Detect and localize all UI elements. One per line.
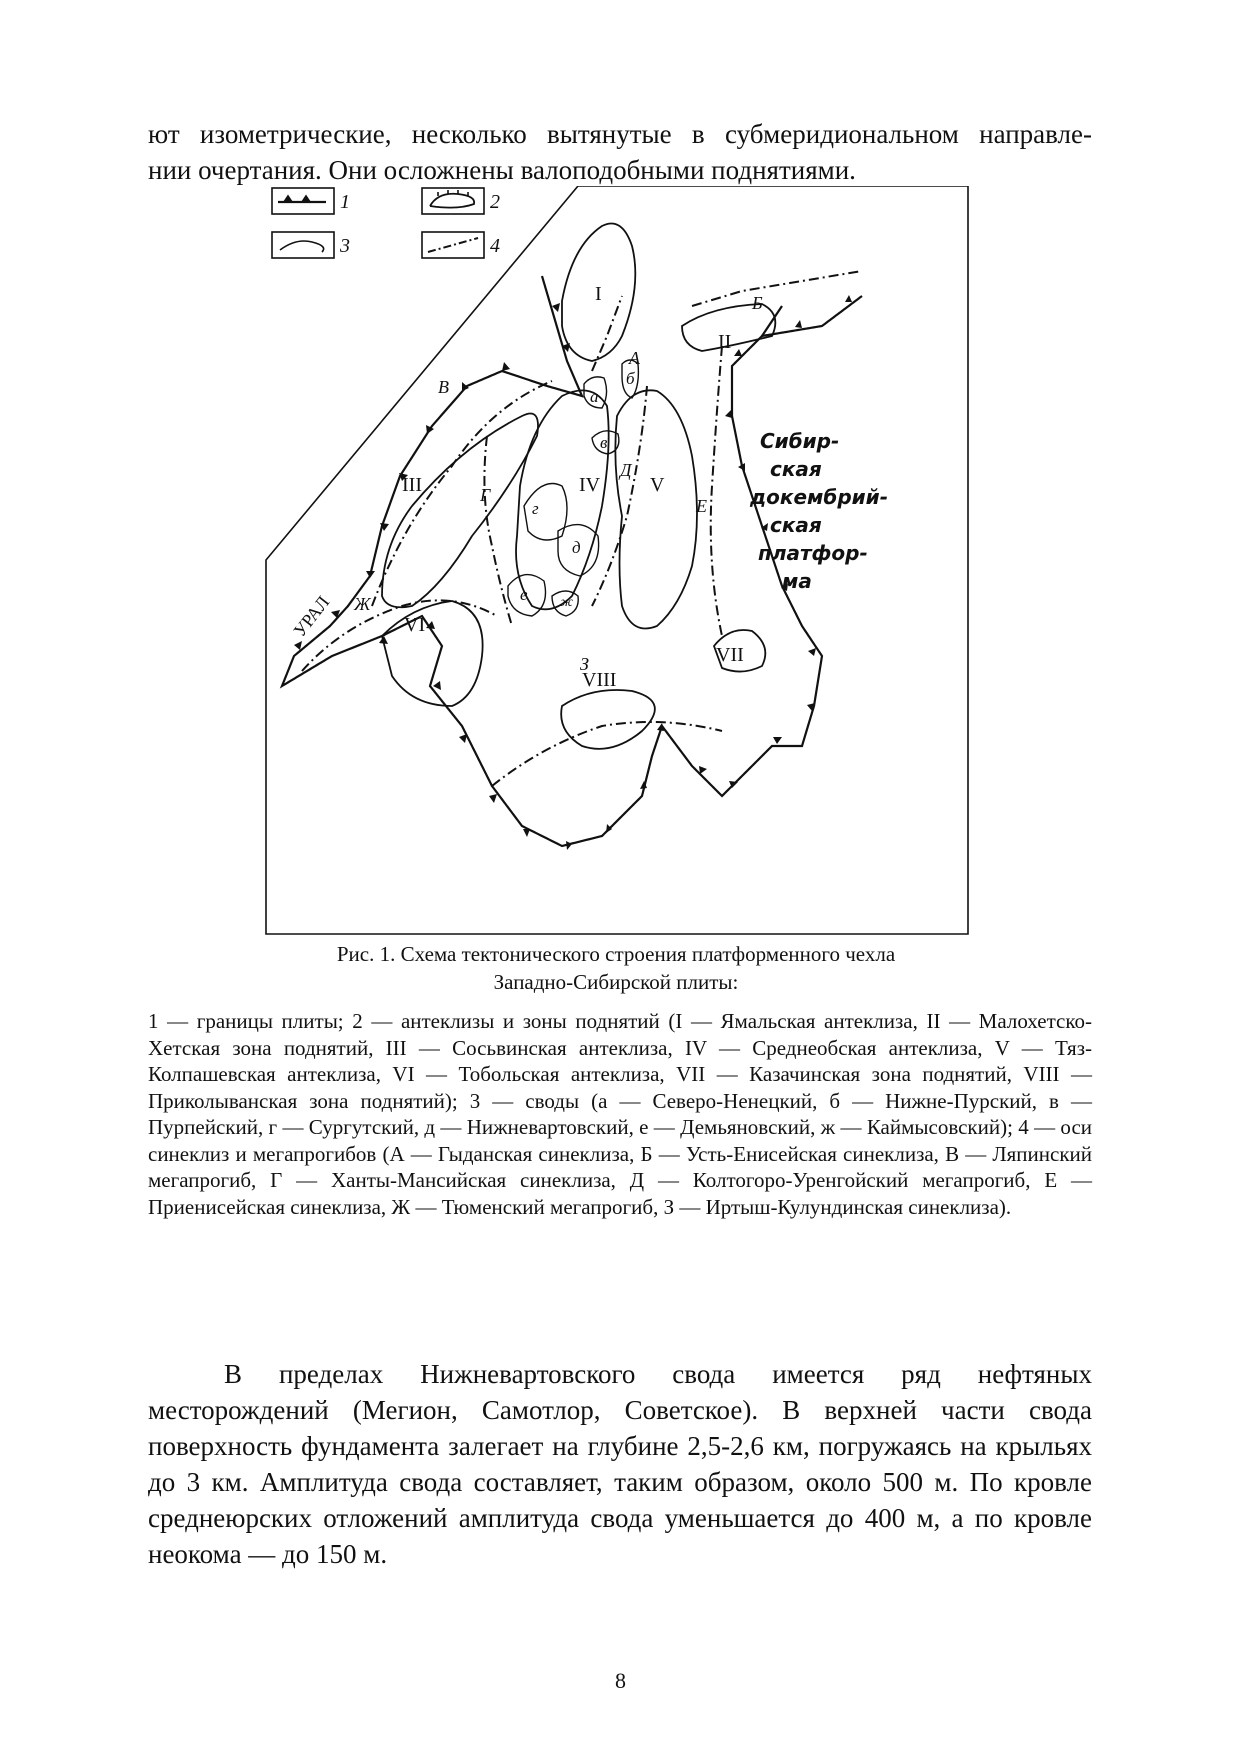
label-axis-E: Е [696,496,707,516]
legend-key-3: 3 [340,235,350,257]
page-number: 8 [615,1668,626,1693]
intro-line-1: ют изометрические, несколько вытянутые в субмеридиональном направле- [148,119,1092,149]
label-region-VI: VI [404,614,426,636]
label-siberian-platform [749,429,888,593]
boundary-ticks [294,295,852,850]
tectonic-map-figure [262,186,972,936]
platform-line-3: докембрий- [750,485,888,509]
figure-legend-text: 1 — границы плиты; 2 — антеклизы и зоны поднятий (I — Ямальская антеклиза, II — Малохетско-Хетская зона поднятий, III — Сосьвинская антеклиза, IV — Среднеобская антеклиза, V — Тяз-Колпашевская антеклиза, VI — Тобольская антеклиза, VII — Казачинская зона поднятий, VIII — Приколыванская зона поднятий); 3 — своды (а — Северо-Ненецкий, б — Нижне-Пурский, в — Пурпейский, г — Сургутский, д — Нижневартовский, е — Демьяновский, ж — Каймысовский); 4 — оси синеклиз и мегапрогибов (А — Гыданская синеклиза, Б — Усть-Енисейская синеклиза, В — Ляпинский мегапрогиб, Г — Ханты-Мансийская синеклиза, Д — Колтогоро-Уренгойский мегапрогиб, Е — Приенисейская синеклиза, Ж — Тюменский мегапрогиб, З — Иртыш-Кулундинская синеклиза). [148,1009,1092,1219]
intro-line-2: нии очертания. Они осложнены валоподобными поднятиями. [148,155,856,185]
label-region-I: I [595,283,602,305]
label-axis-V: В [438,377,449,397]
legend-key-2: 2 [490,191,500,213]
label-dome-b: б [626,369,635,388]
platform-line-4: ская [770,513,822,537]
label-ural: УРАЛ [289,592,334,641]
label-axis-Z: З [580,654,589,674]
label-region-V: V [650,474,665,496]
label-axis-G: Г [480,485,491,505]
label-dome-v: в [600,433,608,452]
label-dome-d: д [572,538,581,557]
intro-paragraph [148,116,1092,188]
label-region-IV: IV [579,474,601,496]
label-axis-Zh: Ж [354,594,371,614]
label-axis-A: А [629,348,640,368]
label-dome-e: е [520,585,528,604]
label-dome-a: а [590,387,599,406]
legend-key-1: 1 [340,191,350,213]
label-axis-D: Д [620,460,632,480]
caption-line-1: Рис. 1. Схема тектонического строения платформенного чехла [336,942,896,966]
platform-line-6: ма [782,569,812,593]
label-region-VIII: VIII [582,669,617,691]
label-dome-zh: ж [560,595,574,610]
dome-regions [508,360,638,616]
label-axis-B: Б [752,293,763,313]
label-region-VII: VII [716,644,744,666]
platform-line-1: Сибир- [760,429,840,453]
body-paragraph: В пределах Нижневартовского свода имеется ряд нефтяных месторождений (Мегион, Самотлор, Советское). В верхней части свода поверхность фундамента залегает на глубине 2,5-2,6 км, погружаясь на крыльях до 3 км. Амплитуда свода составляет, таким образом, около 500 м. По кровле среднеюрских отложений амплитуда свода уменьшается до 400 м, а по кровле неокома — до 150 м. [148,1359,1092,1569]
platform-line-2: ская [770,457,822,481]
label-region-II: II [718,331,732,353]
legend-key-4: 4 [490,235,500,257]
caption-line-2: Западно-Сибирской плиты: [493,970,739,994]
label-region-III: III [402,474,422,496]
figure-caption [262,940,970,996]
label-dome-g: г [532,499,539,518]
figure-legend [272,188,484,258]
platform-line-5: платфор- [758,541,868,565]
